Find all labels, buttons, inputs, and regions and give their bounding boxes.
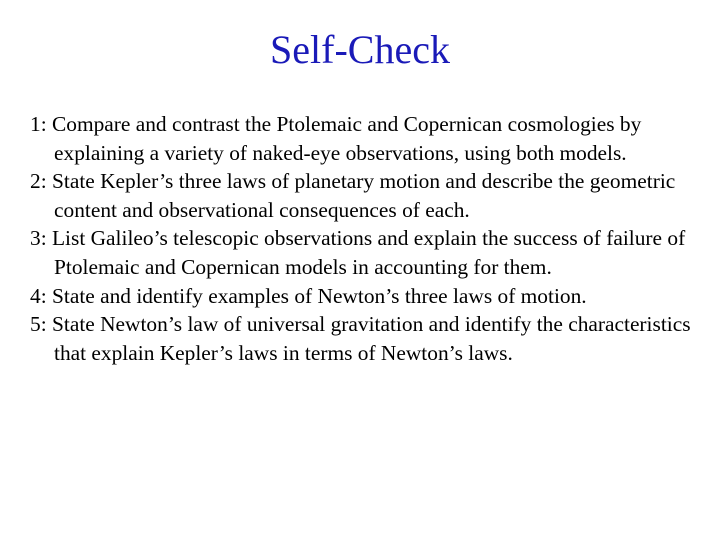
list-item: 4: State and identify examples of Newton’s three laws of motion. (30, 283, 587, 308)
list-item: 2: State Kepler’s three laws of planetary motion and describe the geometric content and observational consequences of each. (30, 169, 676, 222)
list-item: 3: List Galileo’s telescopic observations and explain the success of failure of Ptolemaic and Copernican models in accounting for them. (30, 226, 686, 279)
list-item: 5: State Newton’s law of universal gravitation and identify the characteristics that explain Kepler’s laws in terms of Newton’s laws. (30, 312, 691, 365)
list-item: 1: Compare and contrast the Ptolemaic and Copernican cosmologies by explaining a variety of naked-eye observations, using both models. (30, 112, 642, 165)
self-check-list (30, 110, 716, 367)
slide-title: Self-Check (270, 27, 450, 72)
